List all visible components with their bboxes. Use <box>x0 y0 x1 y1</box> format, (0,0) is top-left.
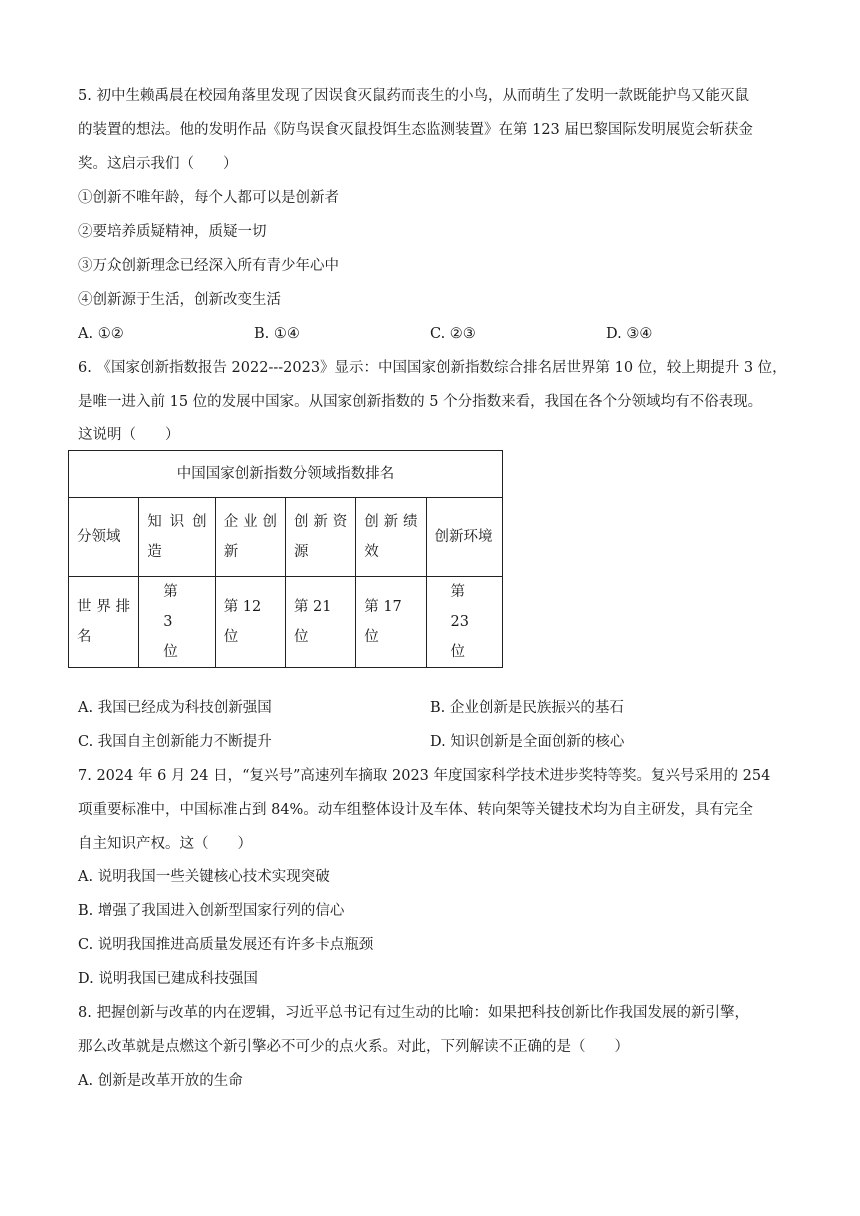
q7-option-a: A. 说明我国一些关键核心技术实现突破 <box>78 869 330 885</box>
q5-stem-line-2: 的装置的想法。他的发明作品《防鸟误食灭鼠投饵生态监测装置》在第 123 届巴黎国际发明展览会斩获金 <box>78 122 753 138</box>
table-rank-cell: 第 3 位 <box>139 577 216 668</box>
q6-stem-line-3: 这说明（ ） <box>78 427 180 443</box>
q5-option-a: A. ①② <box>78 326 124 342</box>
q6-option-b: B. 企业创新是民族振兴的基石 <box>430 700 624 716</box>
q7-stem-line-3: 自主知识产权。这（ ） <box>78 836 252 852</box>
q6-stem-line-1: 6. 《国家创新指数报告 2022---2023》显示：中国国家创新指数综合排名居世界第 10 位，较上期提升 3 位， <box>78 360 787 376</box>
q6-stem-line-2: 是唯一进入前 15 位的发展中国家。从国家创新指数的 5 个分指数来看，我国在各个分领域均有不俗表现。 <box>78 394 763 410</box>
table-rank-row <box>69 577 503 668</box>
table-row-label: 世 界 排 名 <box>69 577 139 668</box>
q5-option-b: B. ①④ <box>254 326 300 342</box>
q7-stem-line-2: 项重要标准中，中国标准占到 84%。动车组整体设计及车体、转向架等关键技术均为自主研发，具有完全 <box>78 802 753 818</box>
table-header-label: 分领域 <box>69 498 139 577</box>
table-header-cell: 创 新 绩 效 <box>356 498 426 577</box>
q7-option-c: C. 说明我国推进高质量发展还有许多卡点瓶颈 <box>78 937 374 953</box>
q8-stem-line-1: 8. 把握创新与改革的内在逻辑，习近平总书记有过生动的比喻：如果把科技创新比作我国发展的新引擎， <box>78 1005 749 1021</box>
q6-option-c: C. 我国自主创新能力不断提升 <box>78 734 272 750</box>
q5-statement-2: ②要培养质疑精神，质疑一切 <box>78 224 267 240</box>
q8-option-a: A. 创新是改革开放的生命 <box>78 1073 243 1089</box>
table-rank-cell: 第 17 位 <box>356 577 426 668</box>
table-header-cell: 知 识 创 造 <box>139 498 216 577</box>
table-rank-cell: 第 21 位 <box>285 577 355 668</box>
q8-stem-line-2: 那么改革就是点燃这个新引擎必不可少的点火系。对此，下列解读不正确的是（ ） <box>78 1039 629 1055</box>
q5-stem-line-1: 5. 初中生赖禹晨在校园角落里发现了因误食灭鼠药而丧生的小鸟，从而萌生了发明一款既能护鸟又能灭鼠 <box>78 88 749 104</box>
table-header-row <box>69 498 503 577</box>
q6-option-a: A. 我国已经成为科技创新强国 <box>78 700 272 716</box>
q5-stem-line-3: 奖。这启示我们（ ） <box>78 156 238 172</box>
table-header-cell: 创 新 资 源 <box>285 498 355 577</box>
table-header-cell: 企 业 创 新 <box>215 498 285 577</box>
table-caption: 中国国家创新指数分领域指数排名 <box>69 451 503 498</box>
q5-option-c: C. ②③ <box>430 326 476 342</box>
q5-statement-1: ①创新不唯年龄，每个人都可以是创新者 <box>78 190 339 206</box>
q7-option-b: B. 增强了我国进入创新型国家行列的信心 <box>78 903 345 919</box>
innovation-index-table <box>68 450 503 668</box>
q5-statement-4: ④创新源于生活，创新改变生活 <box>78 292 281 308</box>
table-header-cell: 创新环境 <box>426 498 503 577</box>
q5-option-d: D. ③④ <box>606 326 653 342</box>
q6-option-d: D. 知识创新是全面创新的核心 <box>430 734 625 750</box>
table-rank-cell: 第 23 位 <box>426 577 503 668</box>
table-rank-cell: 第 12 位 <box>215 577 285 668</box>
q7-stem-line-1: 7. 2024 年 6 月 24 日，“复兴号”高速列车摘取 2023 年度国家科学技术进步奖特等奖。复兴号采用的 254 <box>78 768 771 784</box>
q7-option-d: D. 说明我国已建成科技强国 <box>78 971 258 987</box>
q5-statement-3: ③万众创新理念已经深入所有青少年心中 <box>78 258 339 274</box>
